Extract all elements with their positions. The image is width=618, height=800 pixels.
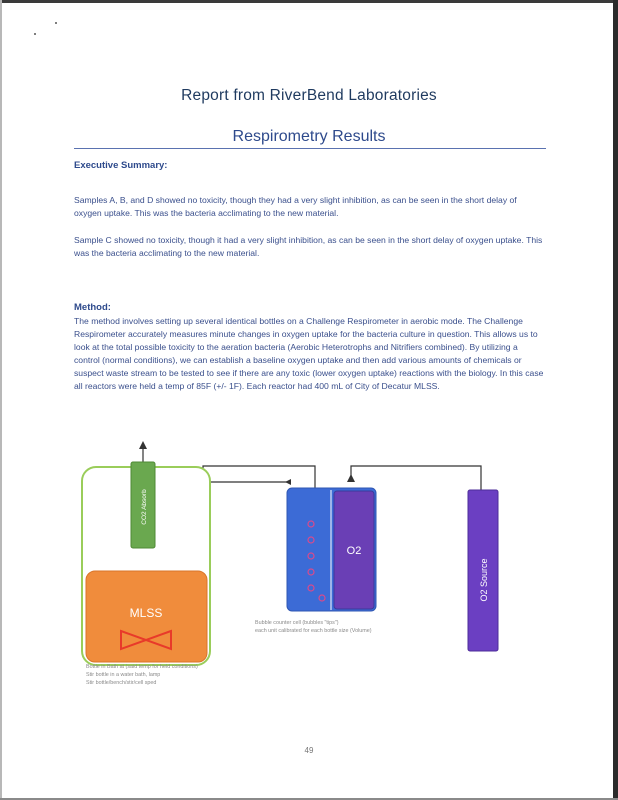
legend-line-2: Stir bottle in a water bath, lamp [86,672,161,678]
legend-line-1: Bottle in Bath at (said temp for held conditions) [86,664,198,670]
legend-line-3: Stir bottle/bench/stir/cell sped [86,680,157,686]
method-paragraph: The method involves setting up several identical bottles on a Challenge Respirometer in aerobic mode. The Challenge Respirometer accurately measures minute changes in oxygen uptake for the bacteria culture in question. This allows us to look at the total possible toxicity to the aeration bacteria (Aerobic Heterotrophs and Nitrifiers combined). By utilizing a control (normal conditions), we can establish a baseline oxygen uptake and then add various amounts of chemicals or suspect waste stream to be tested to see if there are any toxic (lower oxygen uptake) reactions with the biology. In this case all reactors were held a temp of 85F (+/- 1F). Each reactor had 400 mL of City of Decatur MLSS. [74,316,544,391]
mlss-label: MLSS [129,606,163,620]
report-title: Report from RiverBend Laboratories [181,87,437,104]
page-number: 49 [304,746,314,755]
report-subtitle: Respirometry Results [232,128,386,145]
connector-arrow-icon [285,479,291,485]
cell-note-2: each unit calibrated for each bottle size (Volume) [255,628,372,634]
summary-heading: Executive Summary: [74,160,168,171]
method-heading: Method: [74,302,111,313]
o2-cell-label: O2 [346,545,362,557]
vent-arrow-icon [139,441,147,449]
o2-source-label: O2 Source [479,558,489,602]
flow-arrow-icon [347,474,355,482]
bottle-to-cell-line [203,466,315,488]
source-to-cell-line [351,466,481,490]
summary-paragraph-2: Sample C showed no toxicity, though it had a very slight inhibition, as can be seen in the short delay of oxygen uptake. This was the bacteria acclimating to the new material. [74,235,543,258]
cell-note-1: Bubble counter cell (bubbles "tips") [255,620,339,626]
co2-absorber-label: CO2 Absorb [141,489,148,525]
summary-paragraph-1: Samples A, B, and D showed no toxicity, though they had a very slight inhibition, as can be seen in the short delay of oxygen uptake. This was the bacteria acclimating to the new material. [74,195,517,218]
